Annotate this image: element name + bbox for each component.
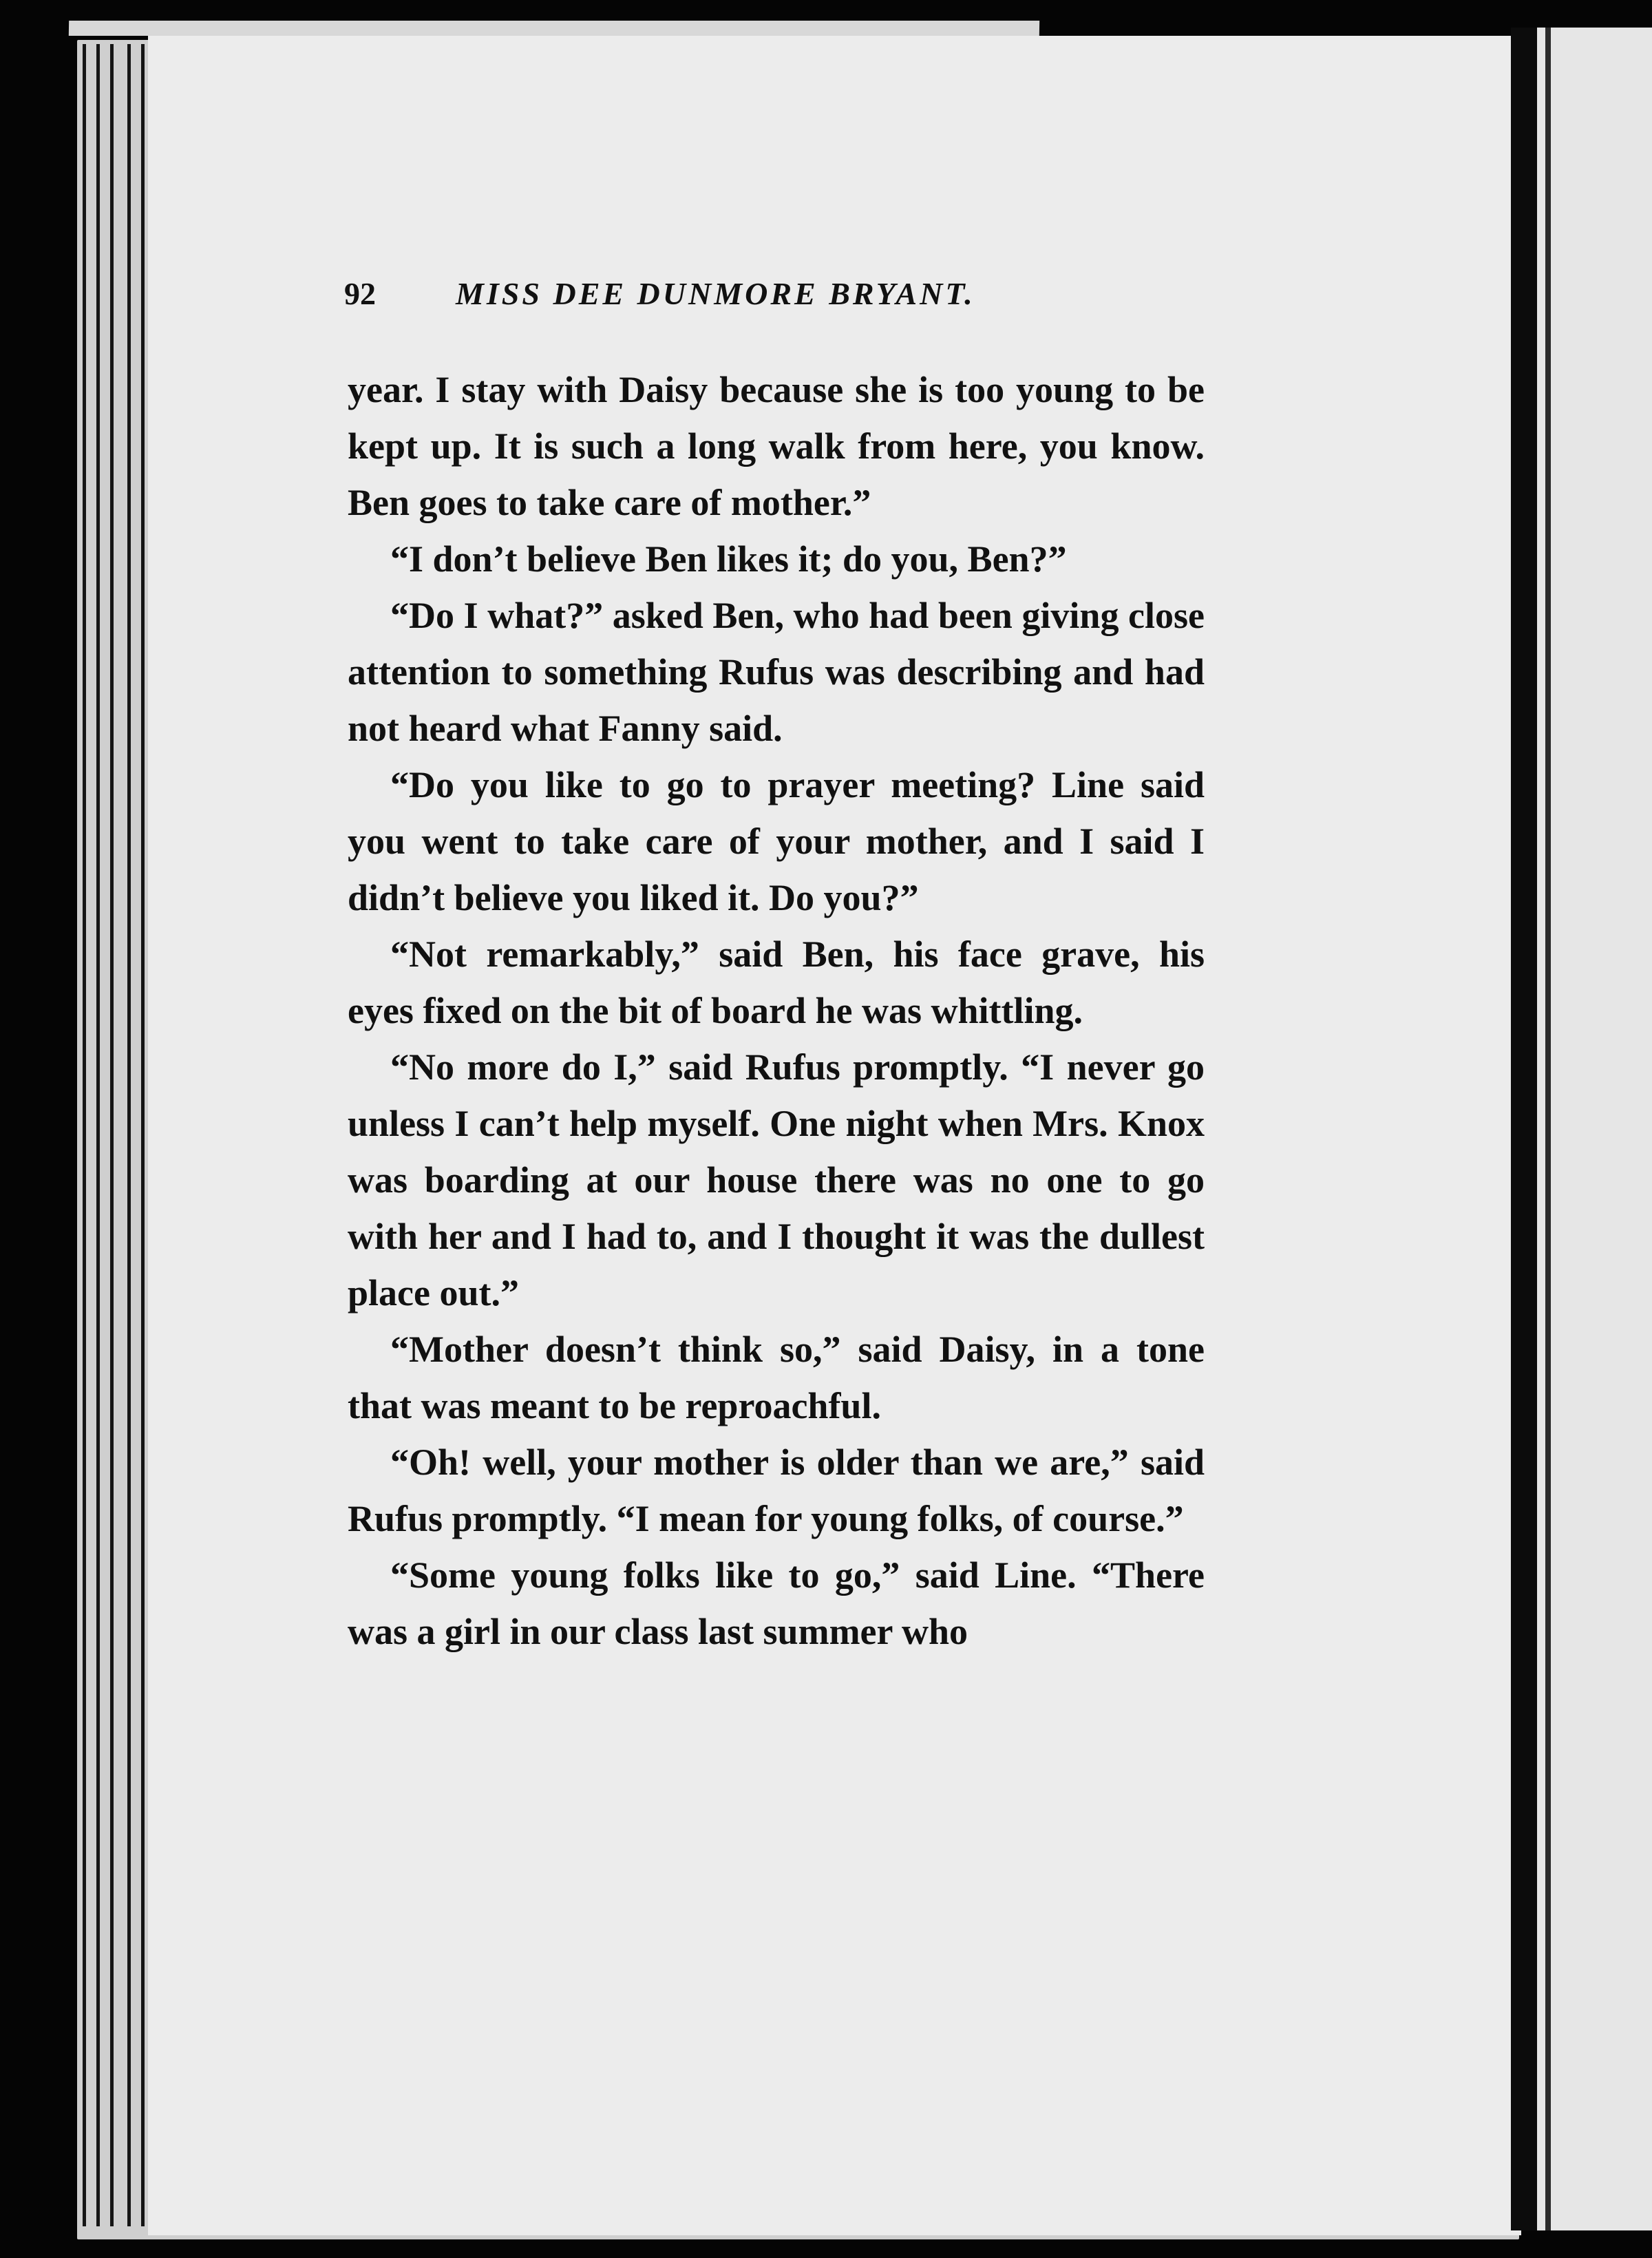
book-title: MISS DEE DUNMORE BRYANT.	[456, 276, 975, 311]
paragraph: “I don’t believe Ben likes it; do you, Ben?”	[390, 538, 1067, 580]
paragraph: “Not remarkably,” said Ben, his face grave, his eyes fixed on the bit of board he was whittling.	[348, 933, 1205, 1031]
body-text	[348, 361, 1205, 1660]
paragraph: “Oh! well, your mother is older than we are,” said Rufus promptly. “I mean for young folks, of course.”	[348, 1442, 1205, 1539]
page-edge-line	[127, 44, 131, 2226]
page-number: 92	[344, 276, 376, 311]
page-top-edge	[69, 21, 1039, 36]
paragraph: “No more do I,” said Rufus promptly. “I never go unless I can’t help myself. One night when Mrs. Knox was boarding at our house there was no one to go with her and I had to, and I thought it was the dullest place out.”	[348, 1046, 1205, 1313]
page-edge-line	[110, 44, 114, 2226]
paragraph: “Do I what?” asked Ben, who had been giving close attention to something Rufus was describing and had not heard what Fanny said.	[348, 595, 1205, 749]
paragraph: “Some young folks like to go,” said Line. “There was a girl in our class last summer who	[348, 1554, 1205, 1652]
page-edge-line	[83, 44, 86, 2226]
paragraph: year. I stay with Daisy because she is too young to be kept up. It is such a long walk from here, you know. Ben goes to take care of mother.”	[348, 369, 1205, 523]
running-header	[344, 275, 1101, 317]
facing-page	[1537, 28, 1652, 2230]
page-edge-line	[96, 44, 100, 2226]
paragraph: “Mother doesn’t think so,” said Daisy, in a tone that was meant to be reproachful.	[348, 1329, 1205, 1426]
paragraph: “Do you like to go to prayer meeting? Line said you went to take care of your mother, and I said I didn’t believe you liked it. Do you?”	[348, 764, 1205, 918]
facing-page-edge	[1545, 28, 1551, 2230]
page-edge-line	[141, 44, 145, 2226]
book-gutter	[1511, 28, 1537, 2230]
